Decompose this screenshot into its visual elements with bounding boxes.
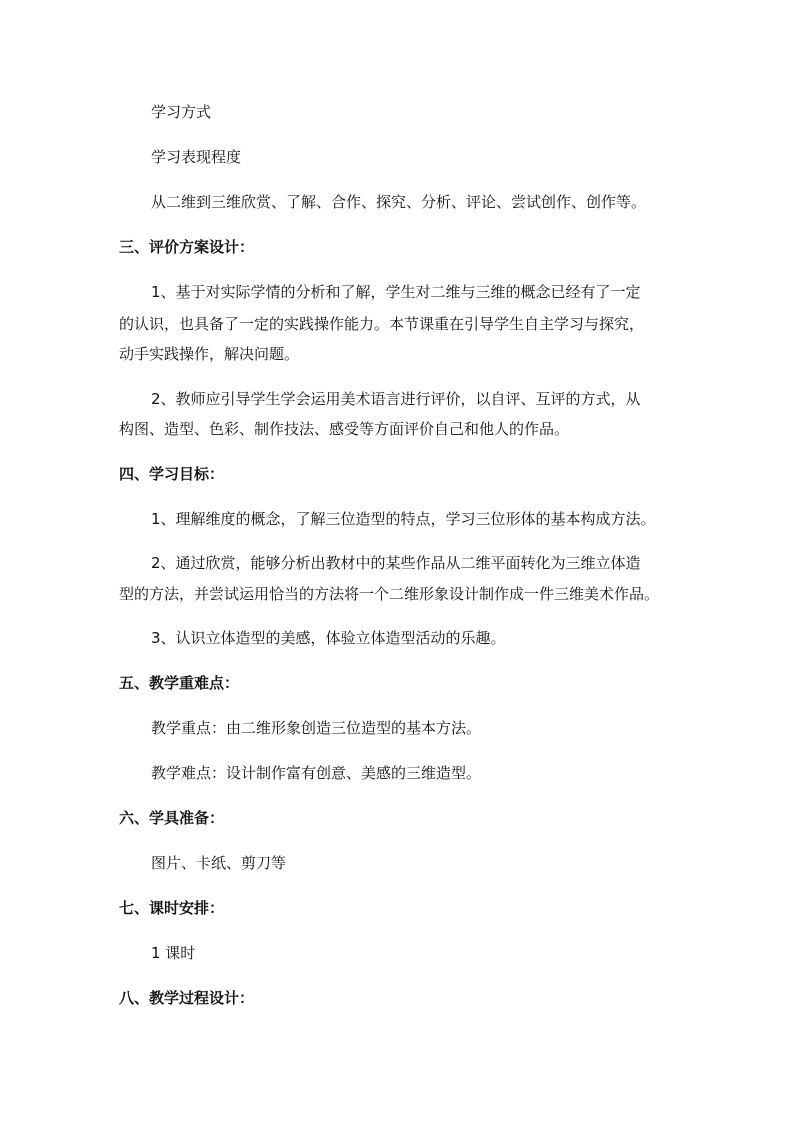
paragraph-line: 2、教师应引导学生学会运用美术语言进行评价，以自评、互评的方式，从 [151, 390, 641, 408]
paragraph-line: 1、基于对实际学情的分析和了解，学生对二维与三维的概念已经有了一定 [151, 283, 641, 301]
paragraph-line: 从二维到三维欣赏、了解、合作、探究、分析、评论、尝试创作、创作等。 [151, 193, 647, 211]
paragraph-line: 教学难点：设计制作富有创意、美感的三维造型。 [151, 764, 482, 782]
paragraph-line: 的认识，也具备了一定的实践操作能力。本节课重在引导学生自主学习与探究， [119, 315, 645, 333]
section-heading-schedule: 七、课时安排： [119, 899, 225, 917]
section-heading-objectives: 四、学习目标： [119, 465, 225, 483]
paragraph-line: 图片、卡纸、剪刀等 [151, 854, 287, 872]
section-heading-materials: 六、学具准备： [119, 809, 225, 827]
learning-method-label: 学习方式 [151, 103, 212, 121]
paragraph-line: 1 课时 [151, 944, 196, 962]
paragraph-line: 1、理解维度的概念，了解三位造型的特点，学习三位形体的基本构成方法。 [151, 510, 656, 528]
paragraph-line: 构图、造型、色彩、制作技法、感受等方面评价自己和他人的作品。 [119, 420, 570, 438]
paragraph-line: 教学重点：由二维形象创造三位造型的基本方法。 [151, 719, 482, 737]
learning-performance-label: 学习表现程度 [151, 148, 242, 166]
paragraph-line: 3、认识立体造型的美感，体验立体造型活动的乐趣。 [151, 629, 506, 647]
section-heading-key-points: 五、教学重难点： [119, 674, 240, 692]
paragraph-line: 2、通过欣赏，能够分析出教材中的某些作品从二维平面转化为三维立体造 [151, 554, 641, 572]
paragraph-line: 型的方法，并尝试运用恰当的方法将一个二维形象设计制作成一件三维美术作品。 [119, 585, 660, 603]
section-heading-process: 八、教学过程设计： [119, 989, 255, 1007]
paragraph-line: 动手实践操作，解决问题。 [119, 345, 300, 363]
section-heading-evaluation: 三、评价方案设计： [119, 238, 255, 256]
